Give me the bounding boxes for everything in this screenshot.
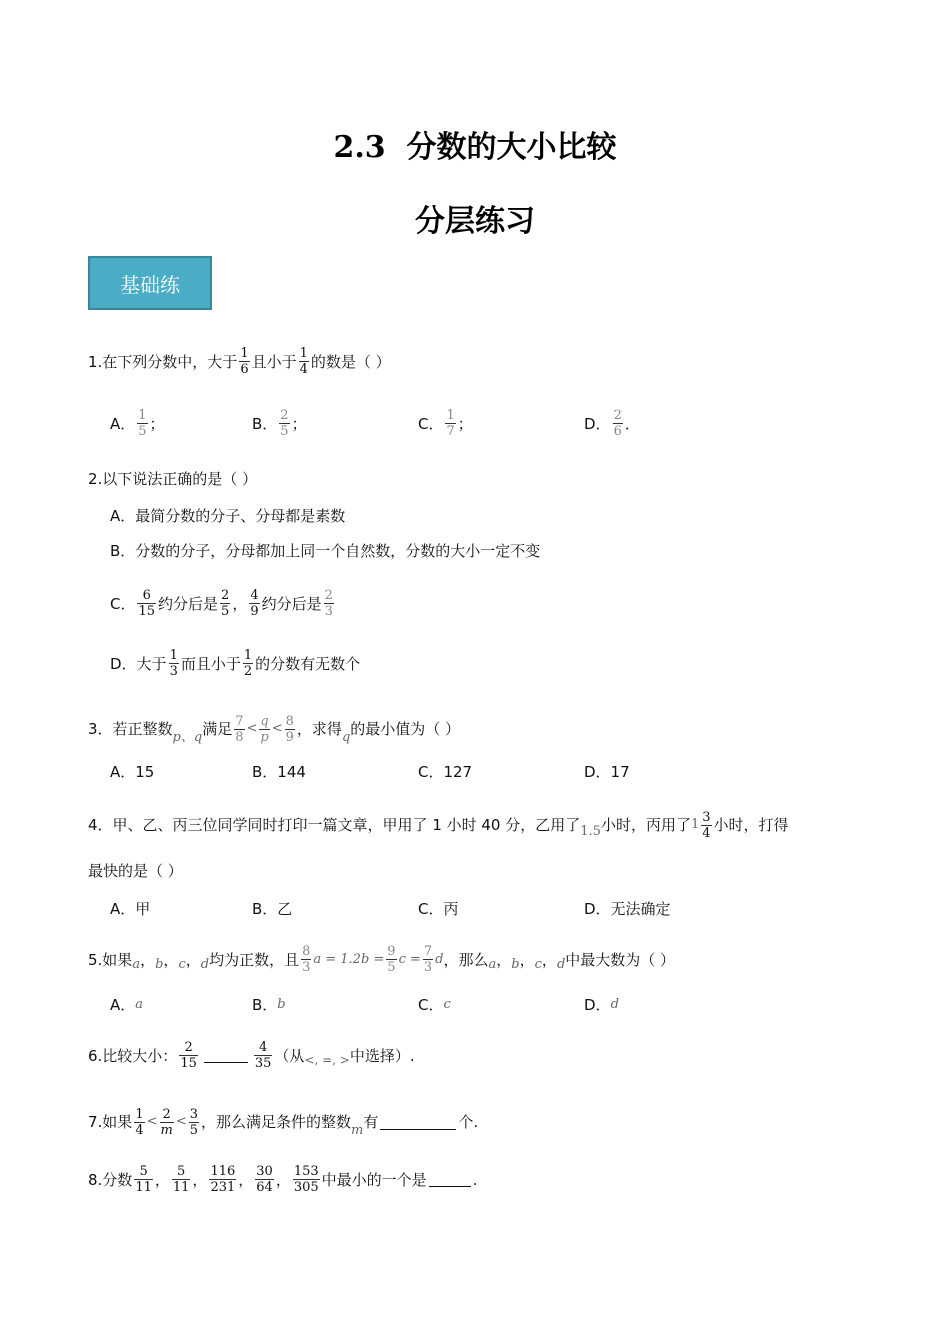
fraction: $\frac{9}{5}$	[387, 944, 396, 975]
section-badge: 基础练	[88, 256, 212, 310]
question-1: 1.在下列分数中，大于 $\frac{1}{6}$ 且小于 $\frac{1}{4}$ 的数是（ ）	[88, 346, 391, 377]
q2-option-c[interactable]: C． $\frac{6}{15}$ 约分后是 $\frac{2}{5}$ ， $\frac{4}{9}$ 约分后是 $\frac{2}{3}$	[110, 588, 333, 619]
question-6: 6.比较大小： $\frac{2}{15}$ $\frac{4}{35}$ （从 <, =, > 中选择）.	[88, 1040, 415, 1071]
fraction: $\frac{4}{9}$	[250, 588, 259, 619]
answer-blank[interactable]	[429, 1172, 471, 1187]
fraction: $\frac{8}{3}$	[302, 944, 311, 975]
fraction: $\frac{7}{3}$	[423, 944, 433, 975]
title-text: 分数的大小比较	[406, 130, 617, 165]
fraction: $\frac{2}{15}$	[180, 1040, 197, 1071]
question-3: 3．若正整数 p、q 满足 $\frac{7}{8}$ < $\frac{q}{p}$ < $\frac{8}{9}$ ，求得 q 的最小值为（ ）	[88, 710, 460, 748]
fraction: $\frac{1}{2}$	[243, 648, 253, 679]
fraction: $\frac{1}{4}$	[135, 1106, 144, 1138]
q1-option-b[interactable]: B． $\frac{2}{5}$ ；	[252, 408, 307, 439]
question-8: 8.分数 $\frac{5}{11}$ ， $\frac{5}{11}$ ， $\frac{116}{231}$ ， $\frac{30}{64}$ ， $\frac{153}{305}$ 中最小的一个是 .	[88, 1164, 478, 1195]
q5-option-a[interactable]: A． a	[110, 996, 144, 1014]
q1-option-a[interactable]: A． $\frac{1}{5}$ ；	[110, 408, 165, 439]
fraction: $\frac{5}{11}$	[135, 1164, 152, 1195]
title-number: 2.3	[333, 130, 386, 165]
fraction: $\frac{153}{305}$	[293, 1164, 319, 1195]
question-7: 7.如果 $\frac{1}{4}$ < $\frac{2}{m}$ < $\frac{3}{5}$ ，那么满足条件的整数 m 有 个.	[88, 1106, 479, 1138]
fraction: $\frac{116}{231}$	[210, 1164, 236, 1195]
page-title	[0, 122, 950, 166]
answer-blank[interactable]	[380, 1115, 456, 1130]
fraction: $\frac{2}{3}$	[324, 588, 333, 619]
question-4: 4．甲、乙、丙三位同学同时打印一篇文章，甲用了 1 小时 40 分，乙用了 1.5 小时，丙用了 1 $\frac{3}{4}$ 小时，打得	[88, 809, 789, 841]
fraction: $\frac{2}{6}$	[613, 408, 622, 439]
fraction: $\frac{1}{3}$	[169, 648, 178, 679]
q1-option-d[interactable]: D． $\frac{2}{6}$ ．	[584, 408, 640, 439]
math-vars: p、q	[172, 730, 203, 745]
q2-option-b[interactable]: B．分数的分子，分母都加上同一个自然数，分数的大小一定不变	[110, 542, 541, 560]
q2-option-a[interactable]: A．最简分数的分子、分母都是素数	[110, 507, 346, 525]
fraction: $\frac{q}{p}$	[260, 713, 269, 745]
q4-option-d[interactable]: D．无法确定	[584, 900, 671, 918]
question-2: 2.以下说法正确的是（ ）	[88, 470, 258, 488]
fraction: $\frac{1}{7}$	[446, 408, 455, 439]
q5-option-b[interactable]: B． b	[252, 996, 286, 1014]
q4-option-a[interactable]: A．甲	[110, 900, 151, 918]
fraction: $\frac{2}{5}$	[221, 588, 230, 619]
question-4-cont: 最快的是（ ）	[88, 862, 183, 880]
fraction: $\frac{30}{64}$	[256, 1164, 273, 1195]
q3-option-b[interactable]: B．144	[252, 763, 306, 781]
fraction: $\frac{5}{11}$	[172, 1164, 190, 1195]
page-subtitle: 分层练习	[415, 204, 535, 239]
q5-option-c[interactable]: C． c	[418, 996, 451, 1014]
fraction: $\frac{1}{6}$	[240, 346, 249, 377]
q3-option-c[interactable]: C．127	[418, 763, 473, 781]
fraction: $\frac{4}{35}$	[254, 1040, 272, 1071]
fraction: $\frac{7}{8}$	[235, 713, 244, 745]
q4-option-b[interactable]: B．乙	[252, 900, 293, 918]
q1-option-c[interactable]: C． $\frac{1}{7}$ ；	[418, 408, 473, 439]
fraction: $\frac{8}{9}$	[285, 713, 294, 745]
fraction: $\frac{3}{5}$	[189, 1106, 199, 1138]
fraction: $\frac{1}{4}$	[299, 346, 308, 377]
question-5: 5.如果 a ， b ， c ， d 均为正数，且 $\frac{8}{3}$ a = 1.2b = $\frac{9}{5}$ c = $\frac{7}{3}$ d ，那么 a ， b ， c ， d 中最大数为（ ）	[88, 944, 676, 975]
q4-option-c[interactable]: C．丙	[418, 900, 459, 918]
answer-blank[interactable]	[204, 1048, 248, 1063]
q3-option-d[interactable]: D．17	[584, 763, 630, 781]
q5-option-d[interactable]: D． d	[584, 996, 619, 1014]
fraction: $\frac{2}{m}$	[160, 1106, 173, 1138]
fraction: $\frac{1}{5}$	[138, 408, 147, 439]
q3-option-a[interactable]: A．15	[110, 763, 155, 781]
fraction: $\frac{2}{5}$	[280, 408, 289, 439]
fraction: $\frac{3}{4}$	[702, 809, 711, 841]
q2-option-d[interactable]: D．大于 $\frac{1}{3}$ 而且小于 $\frac{1}{2}$ 的分数有无数个	[110, 648, 361, 679]
fraction: $\frac{6}{15}$	[138, 588, 156, 619]
